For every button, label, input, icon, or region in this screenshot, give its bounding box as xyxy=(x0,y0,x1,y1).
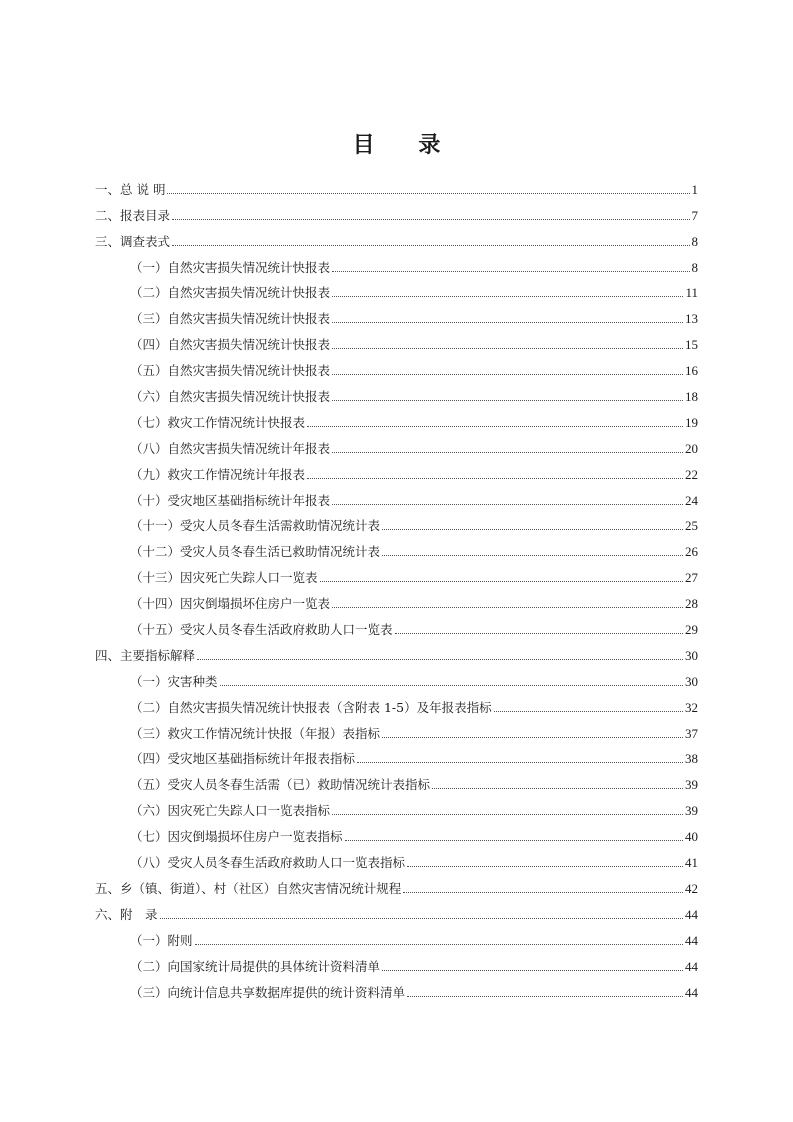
toc-entry[interactable] xyxy=(95,560,698,586)
toc-entry-page-number: 18 xyxy=(685,389,698,405)
toc-entry-page-number: 40 xyxy=(685,829,698,845)
toc-entry-page-number: 29 xyxy=(685,622,698,638)
toc-entry-page-number: 19 xyxy=(685,414,698,430)
toc-entry-label: （十一）受灾人员冬春生活需救助情况统计表 xyxy=(130,518,381,534)
toc-entry-page-number: 7 xyxy=(691,207,698,223)
toc-entry-page-number: 26 xyxy=(685,544,698,560)
toc-entry-label: （六）自然灾害损失情况统计快报表 xyxy=(130,389,331,405)
toc-entry[interactable] xyxy=(95,819,698,845)
toc-entry-label: （二）自然灾害损失情况统计快报表（含附表 1-5）及年报表指标 xyxy=(130,699,492,715)
toc-dot-leader xyxy=(332,322,683,323)
toc-dot-leader xyxy=(407,866,683,867)
toc-entry[interactable] xyxy=(95,612,698,638)
toc-entry[interactable] xyxy=(95,353,698,379)
toc-entry-label: （一）自然灾害损失情况统计快报表 xyxy=(130,259,331,275)
toc-entry-page-number: 28 xyxy=(685,596,698,612)
toc-dot-leader xyxy=(332,271,689,272)
toc-dot-leader xyxy=(197,659,683,660)
toc-entry-label: （六）因灾死亡失踪人口一览表指标 xyxy=(130,803,331,819)
toc-entry-page-number: 11 xyxy=(685,285,698,301)
toc-entry[interactable] xyxy=(95,457,698,483)
toc-dot-leader xyxy=(403,892,683,893)
toc-entry[interactable] xyxy=(95,379,698,405)
toc-entry[interactable] xyxy=(95,897,698,923)
toc-entry-label: 四、主要指标解释 xyxy=(95,647,196,663)
toc-entry[interactable] xyxy=(95,949,698,975)
toc-entry-label: （五）受灾人员冬春生活需（已）救助情况统计表指标 xyxy=(130,777,431,793)
toc-entry-label: （三）自然灾害损失情况统计快报表 xyxy=(130,311,331,327)
toc-entry-label: （二）向国家统计局提供的具体统计资料清单 xyxy=(130,958,381,974)
toc-dot-leader xyxy=(307,478,683,479)
toc-entry[interactable] xyxy=(95,483,698,509)
toc-entry[interactable] xyxy=(95,172,698,198)
toc-entry[interactable] xyxy=(95,276,698,302)
toc-dot-leader xyxy=(320,581,683,582)
toc-entry-label: （四）自然灾害损失情况统计快报表 xyxy=(130,337,331,353)
toc-dot-leader xyxy=(382,970,683,971)
toc-entry-page-number: 16 xyxy=(685,363,698,379)
toc-dot-leader xyxy=(195,944,683,945)
toc-dot-leader xyxy=(332,400,683,401)
toc-entry[interactable] xyxy=(95,250,698,276)
toc-entry-page-number: 44 xyxy=(685,958,698,974)
toc-dot-leader xyxy=(332,504,683,505)
toc-dot-leader xyxy=(332,607,683,608)
toc-entry[interactable] xyxy=(95,664,698,690)
toc-entry-label: （七）因灾倒塌损坏住房户一览表指标 xyxy=(130,829,343,845)
toc-entry-page-number: 1 xyxy=(691,181,698,197)
toc-dot-leader xyxy=(167,193,689,194)
toc-entry-label: 六、附 录 xyxy=(95,906,158,922)
toc-dot-leader xyxy=(307,426,683,427)
toc-entry-label: （十五）受灾人员冬春生活政府救助人口一览表 xyxy=(130,622,393,638)
toc-entry[interactable] xyxy=(95,923,698,949)
toc-dot-leader xyxy=(172,245,689,246)
toc-entry-label: 二、报表目录 xyxy=(95,207,171,223)
toc-dot-leader xyxy=(407,996,683,997)
toc-entry-label: （八）受灾人员冬春生活政府救助人口一览表指标 xyxy=(130,855,406,871)
toc-entry-page-number: 30 xyxy=(685,673,698,689)
toc-entry-page-number: 25 xyxy=(685,518,698,534)
toc-entry[interactable] xyxy=(95,975,698,1001)
toc-dot-leader xyxy=(160,918,683,919)
toc-entry-label: （三）向统计信息共享数据库提供的统计资料清单 xyxy=(130,984,406,1000)
page-title: 目 录 xyxy=(352,133,459,158)
toc-entry-label: （七）救灾工作情况统计快报表 xyxy=(130,414,306,430)
toc-entry[interactable] xyxy=(95,845,698,871)
toc-entry-label: （八）自然灾害损失情况统计年报表 xyxy=(130,440,331,456)
toc-dot-leader xyxy=(432,788,683,789)
toc-entry-page-number: 30 xyxy=(685,647,698,663)
toc-entry-label: （三）救灾工作情况统计快报（年报）表指标 xyxy=(130,725,381,741)
toc-dot-leader xyxy=(332,374,683,375)
toc-entry-label: （一）灾害种类 xyxy=(130,673,218,689)
toc-entry-label: 三、调查表式 xyxy=(95,233,171,249)
toc-dot-leader xyxy=(332,452,683,453)
toc-entry[interactable] xyxy=(95,871,698,897)
toc-entry-label: （五）自然灾害损失情况统计快报表 xyxy=(130,363,331,379)
toc-dot-leader xyxy=(332,814,683,815)
toc-dot-leader xyxy=(357,762,683,763)
toc-entry[interactable] xyxy=(95,716,698,742)
toc-entry[interactable] xyxy=(95,431,698,457)
toc-entry-page-number: 15 xyxy=(685,337,698,353)
toc-entry-label: （一）附则 xyxy=(130,932,193,948)
toc-entry-label: （十二）受灾人员冬春生活已救助情况统计表 xyxy=(130,544,381,560)
toc-entry-page-number: 32 xyxy=(685,699,698,715)
toc-entry[interactable] xyxy=(95,224,698,250)
toc-entry-label: （二）自然灾害损失情况统计快报表 xyxy=(130,285,331,301)
toc-entry-page-number: 8 xyxy=(691,259,698,275)
toc-entry[interactable] xyxy=(95,767,698,793)
toc-entry[interactable] xyxy=(95,690,698,716)
toc-dot-leader xyxy=(345,840,683,841)
toc-dot-leader xyxy=(395,633,683,634)
toc-entry-page-number: 44 xyxy=(685,906,698,922)
toc-entry[interactable] xyxy=(95,509,698,535)
toc-entry-page-number: 44 xyxy=(685,932,698,948)
toc-dot-leader xyxy=(172,219,689,220)
toc-entry[interactable] xyxy=(95,301,698,327)
toc-entry[interactable] xyxy=(95,638,698,664)
toc-entry-label: 一、总 说 明 xyxy=(95,181,166,197)
toc-entry[interactable] xyxy=(95,742,698,768)
toc-entry-label: （十三）因灾死亡失踪人口一览表 xyxy=(130,570,318,586)
toc-entry-page-number: 27 xyxy=(685,570,698,586)
toc-entry-page-number: 41 xyxy=(685,855,698,871)
toc-entry-page-number: 39 xyxy=(685,803,698,819)
toc-entry-page-number: 37 xyxy=(685,725,698,741)
table-of-contents xyxy=(95,172,698,1001)
toc-dot-leader xyxy=(382,737,683,738)
toc-entry-label: （十四）因灾倒塌损坏住房户一览表 xyxy=(130,596,331,612)
toc-entry[interactable] xyxy=(95,198,698,224)
toc-entry-label: 五、乡（镇、街道）、村（社区）自然灾害情况统计规程 xyxy=(95,880,402,896)
toc-dot-leader xyxy=(220,685,683,686)
toc-entry-label: （十）受灾地区基础指标统计年报表 xyxy=(130,492,331,508)
toc-dot-leader xyxy=(494,711,683,712)
toc-entry[interactable] xyxy=(95,327,698,353)
toc-entry-page-number: 20 xyxy=(685,440,698,456)
toc-entry-page-number: 13 xyxy=(685,311,698,327)
toc-entry-label: （四）受灾地区基础指标统计年报表指标 xyxy=(130,751,356,767)
toc-dot-leader xyxy=(382,529,683,530)
toc-entry[interactable] xyxy=(95,793,698,819)
toc-entry-page-number: 42 xyxy=(685,880,698,896)
toc-entry[interactable] xyxy=(95,534,698,560)
toc-dot-leader xyxy=(382,555,683,556)
toc-dot-leader xyxy=(332,348,683,349)
toc-entry-page-number: 22 xyxy=(685,466,698,482)
toc-entry-page-number: 39 xyxy=(685,777,698,793)
toc-entry-page-number: 44 xyxy=(685,984,698,1000)
toc-entry-page-number: 8 xyxy=(691,233,698,249)
toc-entry[interactable] xyxy=(95,586,698,612)
toc-entry-page-number: 38 xyxy=(685,751,698,767)
toc-entry[interactable] xyxy=(95,405,698,431)
toc-entry-page-number: 24 xyxy=(685,492,698,508)
toc-entry-label: （九）救灾工作情况统计年报表 xyxy=(130,466,306,482)
toc-dot-leader xyxy=(332,296,683,297)
